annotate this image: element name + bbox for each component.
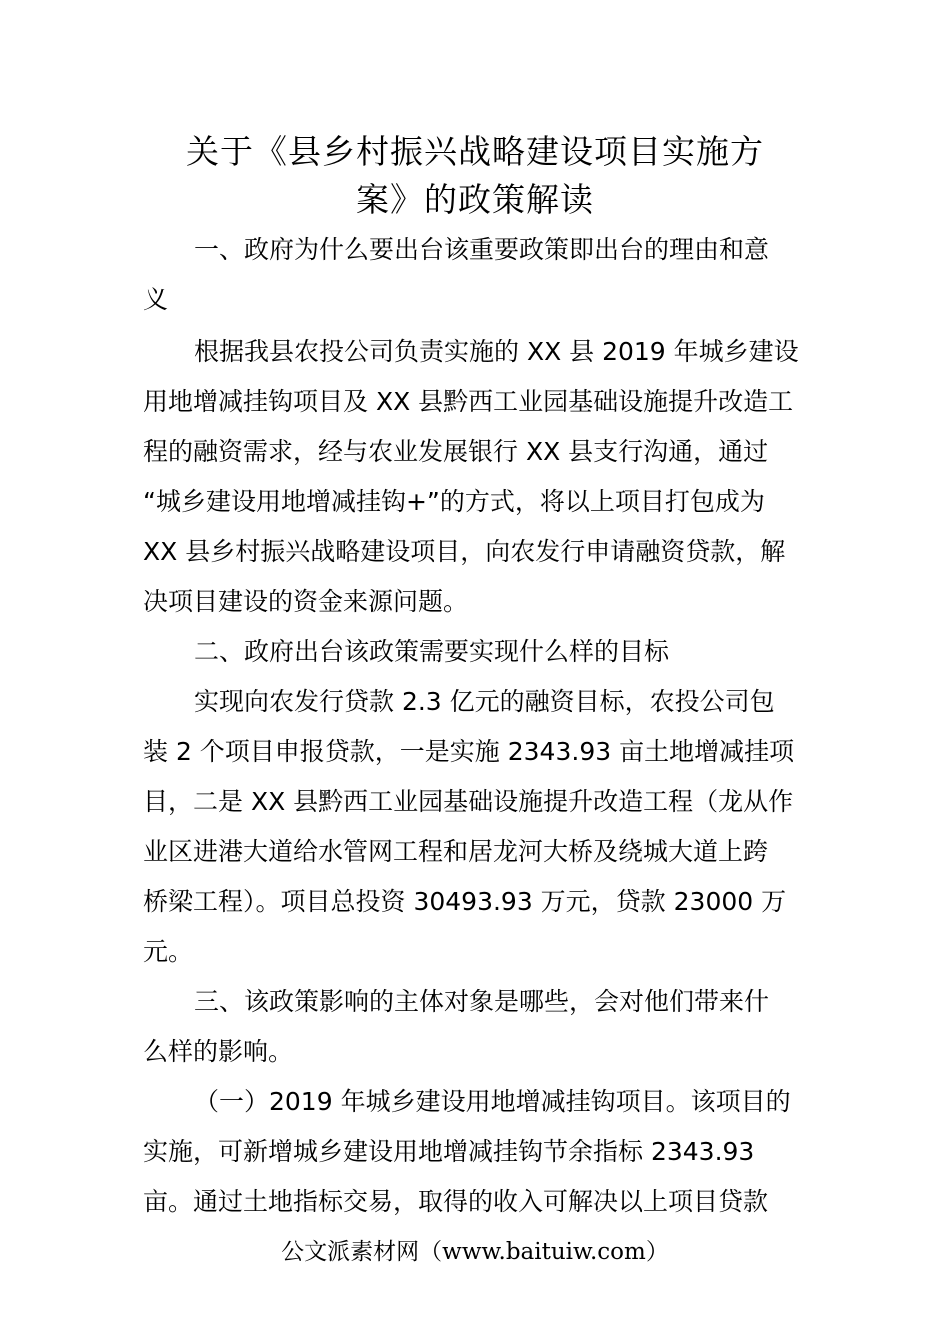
paragraph-1-line-3: 程的融资需求，经与农业发展银行 XX 县支行沟通，通过 (143, 437, 769, 466)
paragraph-1-line-6: 决项目建设的资金来源问题。 (143, 587, 469, 616)
title-line-1: 关于《县乡村振兴战略建设项目实施方 (186, 132, 764, 171)
paragraph-2-line-6: 元。 (143, 937, 194, 966)
footer-watermark: 公文派素材网（www.baituiw.com） (281, 1239, 669, 1265)
paragraph-2-line-3: 目，二是 XX 县黔西工业园基础设施提升改造工程（龙从作 (143, 787, 794, 816)
paragraph-2-line-4: 业区进港大道给水管网工程和居龙河大桥及绕城大道上跨 (143, 837, 769, 866)
paragraph-3-line-1: （一）2019 年城乡建设用地增减挂钩项目。该项目的 (194, 1087, 791, 1116)
paragraph-3-line-3: 亩。通过土地指标交易，取得的收入可解决以上项目贷款 (143, 1187, 769, 1216)
paragraph-1-line-1: 根据我县农投公司负责实施的 XX 县 2019 年城乡建设 (194, 337, 799, 366)
heading-2: 二、政府出台该政策需要实现什么样的目标 (194, 637, 670, 666)
paragraph-1-line-4: “城乡建设用地增减挂钩+”的方式，将以上项目打包成为 (143, 487, 765, 516)
paragraph-2-line-1: 实现向农发行贷款 2.3 亿元的融资目标，农投公司包 (194, 687, 775, 716)
heading-1-line-1: 一、政府为什么要出台该重要政策即出台的理由和意 (194, 235, 770, 264)
paragraph-1-line-5: XX 县乡村振兴战略建设项目，向农发行申请融资贷款，解 (143, 537, 786, 566)
heading-1-line-2: 义 (143, 285, 169, 314)
heading-3-line-1: 三、该政策影响的主体对象是哪些，会对他们带来什 (194, 987, 770, 1016)
document-title (140, 128, 810, 224)
paragraph-3-line-2: 实施，可新增城乡建设用地增减挂钩节余指标 2343.93 (143, 1137, 755, 1166)
heading-3-line-2: 么样的影响。 (143, 1037, 294, 1066)
title-line-2: 案》的政策解读 (356, 180, 594, 219)
paragraph-1-line-2: 用地增减挂钩项目及 XX 县黔西工业园基础设施提升改造工 (143, 387, 794, 416)
paragraph-2-line-5: 桥梁工程）。项目总投资 30493.93 万元，贷款 23000 万 (143, 887, 787, 916)
paragraph-2-line-2: 装 2 个项目申报贷款，一是实施 2343.93 亩土地增减挂项 (143, 737, 795, 766)
